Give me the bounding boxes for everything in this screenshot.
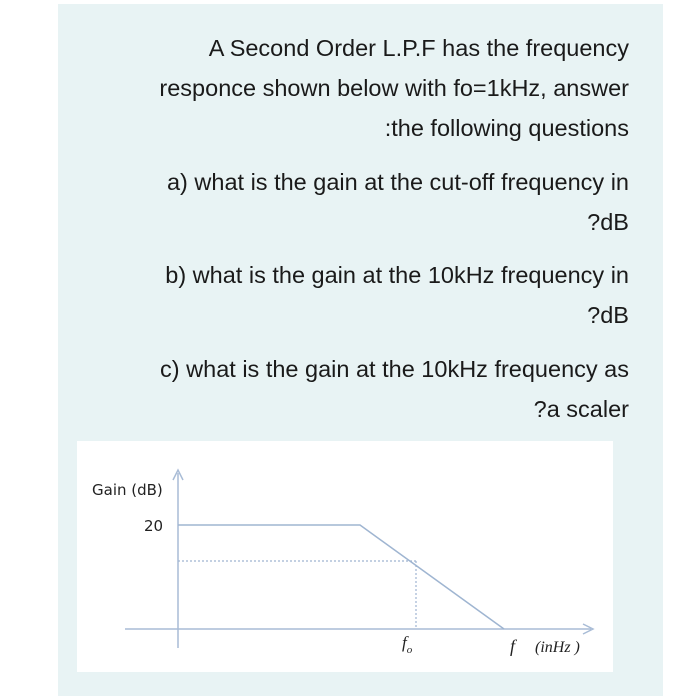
fo-label [402, 633, 413, 656]
x-axis-label-unit: (inHz ) [535, 639, 580, 656]
part-b-line-1: b) what is the gain at the 10kHz frequency in [165, 262, 629, 288]
frequency-response-figure [77, 441, 613, 672]
intro-line-2: responce shown below with fo=1kHz, answer [159, 75, 629, 101]
question-intro [69, 28, 629, 148]
frequency-response-plot [77, 441, 613, 672]
fo-label-subscript: o [406, 644, 413, 656]
response-line [178, 525, 504, 629]
x-axis-label-f: f [510, 636, 516, 656]
part-a-line-1: a) what is the gain at the cut-off frequency in [166, 169, 629, 195]
intro-line-1: A Second Order L.P.F has the frequency [208, 35, 629, 61]
part-c-line-2: ?a scaler [533, 396, 629, 422]
intro-line-3: :the following questions [384, 115, 629, 141]
part-c-line-1: c) what is the gain at the 10kHz frequency as [160, 356, 629, 382]
part-a-line-2: ?dB [587, 209, 629, 235]
fo-label-f: f [402, 633, 407, 652]
question-part-a [69, 162, 629, 242]
y-axis-label: Gain (dB) [92, 481, 163, 499]
part-b-line-2: ?dB [587, 302, 629, 328]
question-part-c [69, 349, 629, 429]
question-part-b [69, 255, 629, 335]
y-tick-20: 20 [144, 517, 164, 535]
